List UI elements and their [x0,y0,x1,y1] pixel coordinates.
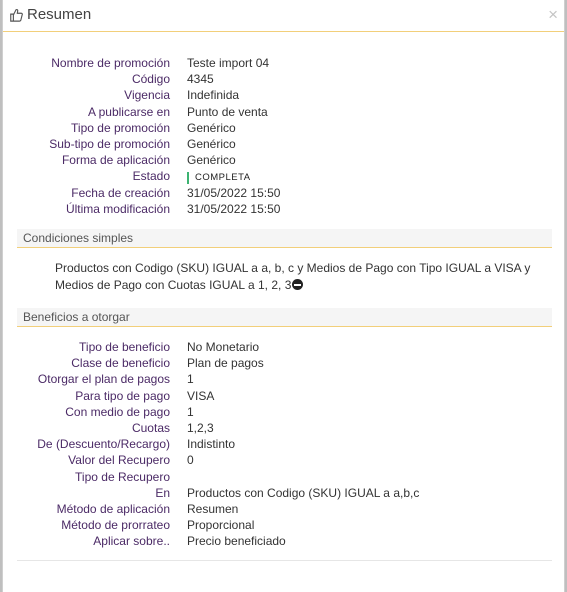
status-value [187,168,251,184]
summary-label: Estado [132,169,170,184]
benefit-label: Método de aplicación [56,501,170,516]
conditions-text: Productos con Codigo (SKU) IGUAL a a, b, c y Medios de Pago con Tipo IGUAL a VISA y Medios de Pago con Cuotas IGUAL a 1, 2, 3 [55,261,531,292]
summary-row [3,136,565,152]
summary-row [3,120,565,136]
benefit-row [3,355,565,371]
benefit-row [3,485,565,501]
benefit-row [3,371,565,387]
conditions-section-title: Condiciones simples [23,231,134,245]
dialog-title-text: Resumen [27,6,92,23]
footer-divider [17,560,552,561]
dialog-header [3,0,564,32]
dialog-title [9,6,91,23]
benefit-label: Con medio de pago [65,404,170,419]
remove-condition-icon[interactable] [292,279,303,290]
benefit-value: Plan de pagos [187,356,264,371]
benefit-label: Valor del Recupero [68,453,170,468]
benefit-row [3,501,565,517]
benefit-label: Otorgar el plan de pagos [37,372,170,387]
summary-value: 31/05/2022 15:50 [187,185,281,200]
conditions-text-block [55,260,550,294]
summary-value: 4345 [187,72,214,87]
benefit-row [3,452,565,468]
benefit-label: Aplicar sobre.. [93,534,170,549]
close-icon[interactable]: × [548,5,558,24]
summary-label: Código [131,72,170,87]
benefit-row [3,533,565,549]
summary-label: Fecha de creación [71,185,170,200]
thumbs-up-icon [9,8,23,22]
summary-label: Última modificación [65,201,170,216]
summary-value: Teste import 04 [187,56,270,70]
summary-label: Tipo de promoción [71,120,170,135]
summary-value: Genérico [187,153,236,168]
benefit-value: 1 [187,404,194,419]
benefits-section-title: Beneficios a otorgar [23,310,130,324]
benefits-list [3,339,565,549]
status-badge: COMPLETA [187,172,251,184]
benefit-value: VISA [187,388,215,403]
summary-row [3,55,565,71]
summary-row [3,104,565,120]
benefit-label: Tipo de Recupero [75,469,170,484]
summary-label: Forma de aplicación [61,153,170,168]
summary-value: 31/05/2022 15:50 [187,201,281,216]
summary-label: A publicarse en [87,104,170,119]
benefit-value: No Monetario [187,340,260,354]
benefit-value: Proporcional [187,518,255,533]
summary-value: Genérico [187,120,236,135]
benefit-label: Tipo de beneficio [79,340,170,354]
summary-row [3,87,565,103]
benefit-value: Indistinto [187,437,236,452]
benefit-value: Precio beneficiado [187,534,286,549]
benefit-label: Método de prorrateo [61,518,170,533]
summary-value: Punto de venta [187,104,268,119]
summary-dialog [2,0,565,592]
benefit-value: Productos con Codigo (SKU) IGUAL a a,b,c [187,485,420,500]
benefit-row [3,404,565,420]
benefit-value: Resumen [187,501,239,516]
summary-label: Nombre de promoción [51,56,170,70]
summary-label: Sub-tipo de promoción [49,136,170,151]
benefit-row [3,420,565,436]
benefit-row [3,517,565,533]
summary-list [3,55,565,217]
benefit-value: 1 [187,372,194,387]
summary-row [3,185,565,201]
benefit-label: Clase de beneficio [71,356,170,371]
benefit-label: En [155,485,170,500]
benefit-row [3,469,565,485]
benefit-row [3,436,565,452]
summary-value: Genérico [187,136,236,151]
summary-row [3,201,565,217]
benefit-label: Cuotas [131,420,170,435]
conditions-section-header [17,229,552,248]
benefit-label: De (Descuento/Recargo) [37,437,170,452]
benefits-section-header [17,308,552,327]
summary-value: Indefinida [187,88,240,103]
benefit-row [3,339,565,355]
summary-row [3,71,565,87]
benefit-value: 0 [187,453,194,468]
summary-label: Vigencia [124,88,170,103]
benefit-row [3,388,565,404]
summary-row [3,152,565,168]
benefit-value: 1,2,3 [187,420,214,435]
summary-row [3,168,565,184]
benefit-label: Para tipo de pago [75,388,170,403]
